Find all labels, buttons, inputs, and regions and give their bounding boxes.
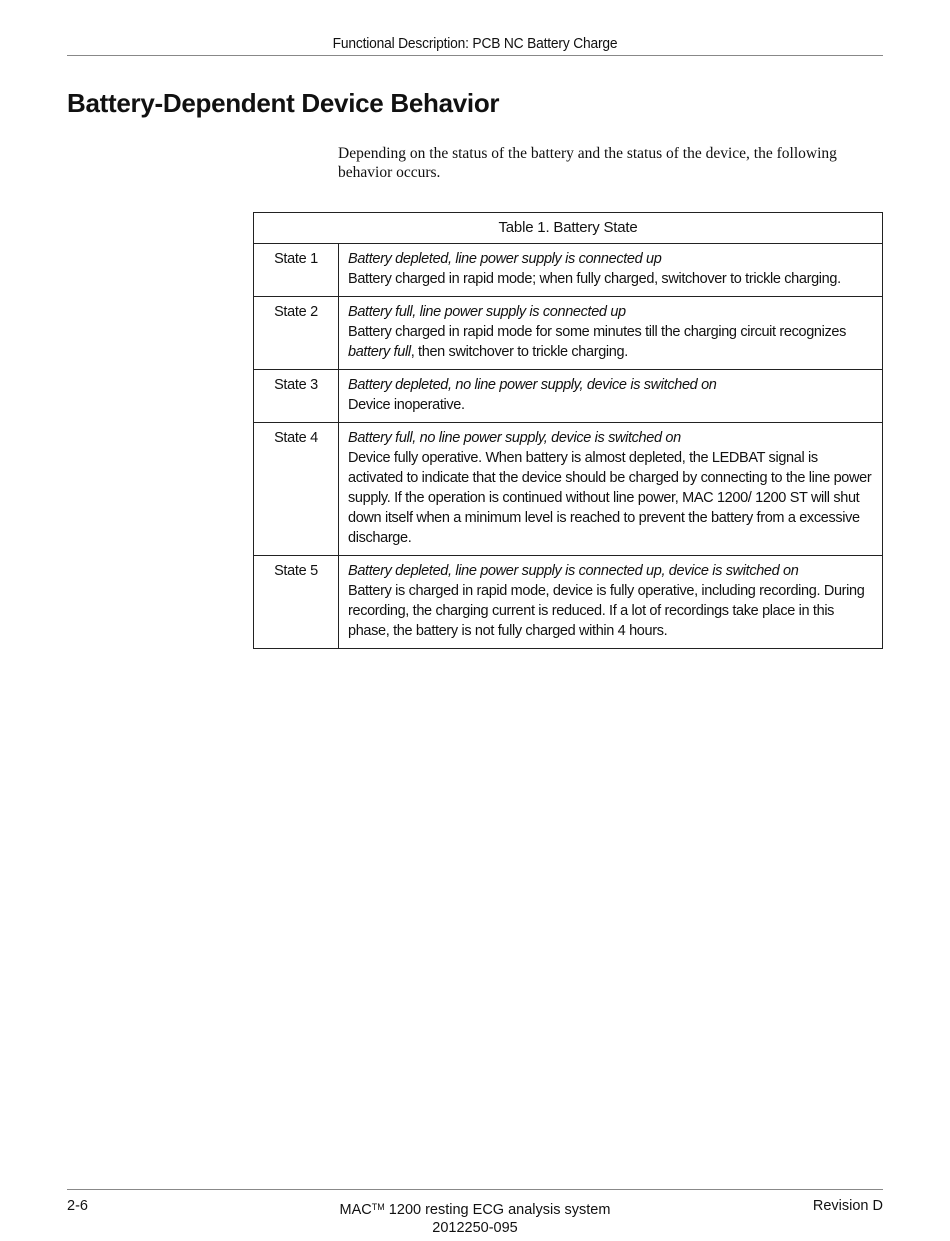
product-line: [300, 1198, 650, 1219]
state-body: Device fully operative. When battery is almost depleted, the LEDBAT signal is activated to indicate that the device should be charged by connecting to the line power supply. If the operation is continued without line power, MAC 1200/ 1200 ST will shut down itself when a minimum level is reached to prevent the battery from a excessive discharge.: [348, 450, 872, 546]
state-description: [339, 244, 883, 297]
page-number: 2-6: [67, 1198, 88, 1214]
state-body-emphasis: battery full: [348, 344, 411, 360]
part-number: 2012250-095: [432, 1220, 518, 1236]
state-description: [339, 297, 883, 370]
running-header: Functional Description: PCB NC Battery Charge: [332, 35, 618, 52]
state-label: State 5: [254, 556, 339, 649]
state-label: State 1: [254, 244, 339, 297]
state-body: [348, 322, 874, 362]
state-title: Battery depleted, no line power supply, device is switched on: [348, 377, 717, 393]
state-body: Battery is charged in rapid mode, device is fully operative, including recording. During recording, the charging current is reduced. If a lot of recordings take place in this phase, the battery is not fully charged within 4 hours.: [348, 583, 865, 639]
product-name: MAC: [339, 1202, 372, 1218]
state-body: Device inoperative.: [348, 397, 465, 413]
state-description: [339, 556, 883, 649]
state-body-text: Battery charged in rapid mode for some minutes till the charging circuit recognizes: [348, 324, 847, 340]
state-description: [339, 423, 883, 556]
header-rule: [67, 55, 883, 56]
table-row: [254, 556, 883, 649]
section-heading: Battery-Dependent Device Behavior: [67, 88, 500, 118]
product-description: 1200 resting ECG analysis system: [384, 1202, 611, 1218]
state-label: State 3: [254, 370, 339, 423]
table-caption-row: [254, 213, 883, 244]
table-row: [254, 423, 883, 556]
state-title: Battery depleted, line power supply is connected up, device is switched on: [348, 563, 799, 579]
state-label: State 2: [254, 297, 339, 370]
state-body: Battery charged in rapid mode; when fully charged, switchover to trickle charging.: [348, 271, 841, 287]
state-title: Battery depleted, line power supply is connected up: [348, 251, 662, 267]
footer-product: [300, 1198, 650, 1237]
state-title: Battery full, line power supply is connected up: [348, 304, 626, 320]
revision-label: Revision D: [812, 1198, 883, 1214]
table-row: [254, 297, 883, 370]
table-row: [254, 244, 883, 297]
intro-paragraph: Depending on the status of the battery and the status of the device, the following behavior occurs.: [338, 145, 837, 181]
battery-state-table: [253, 212, 883, 649]
footer-rule: [67, 1189, 883, 1190]
table-caption: Table 1. Battery State: [254, 213, 883, 244]
state-body-text: , then switchover to trickle charging.: [410, 344, 628, 360]
state-title: Battery full, no line power supply, device is switched on: [348, 430, 681, 446]
state-description: [339, 370, 883, 423]
state-label: State 4: [254, 423, 339, 556]
trademark-symbol: TM: [371, 1202, 385, 1212]
table-row: [254, 370, 883, 423]
